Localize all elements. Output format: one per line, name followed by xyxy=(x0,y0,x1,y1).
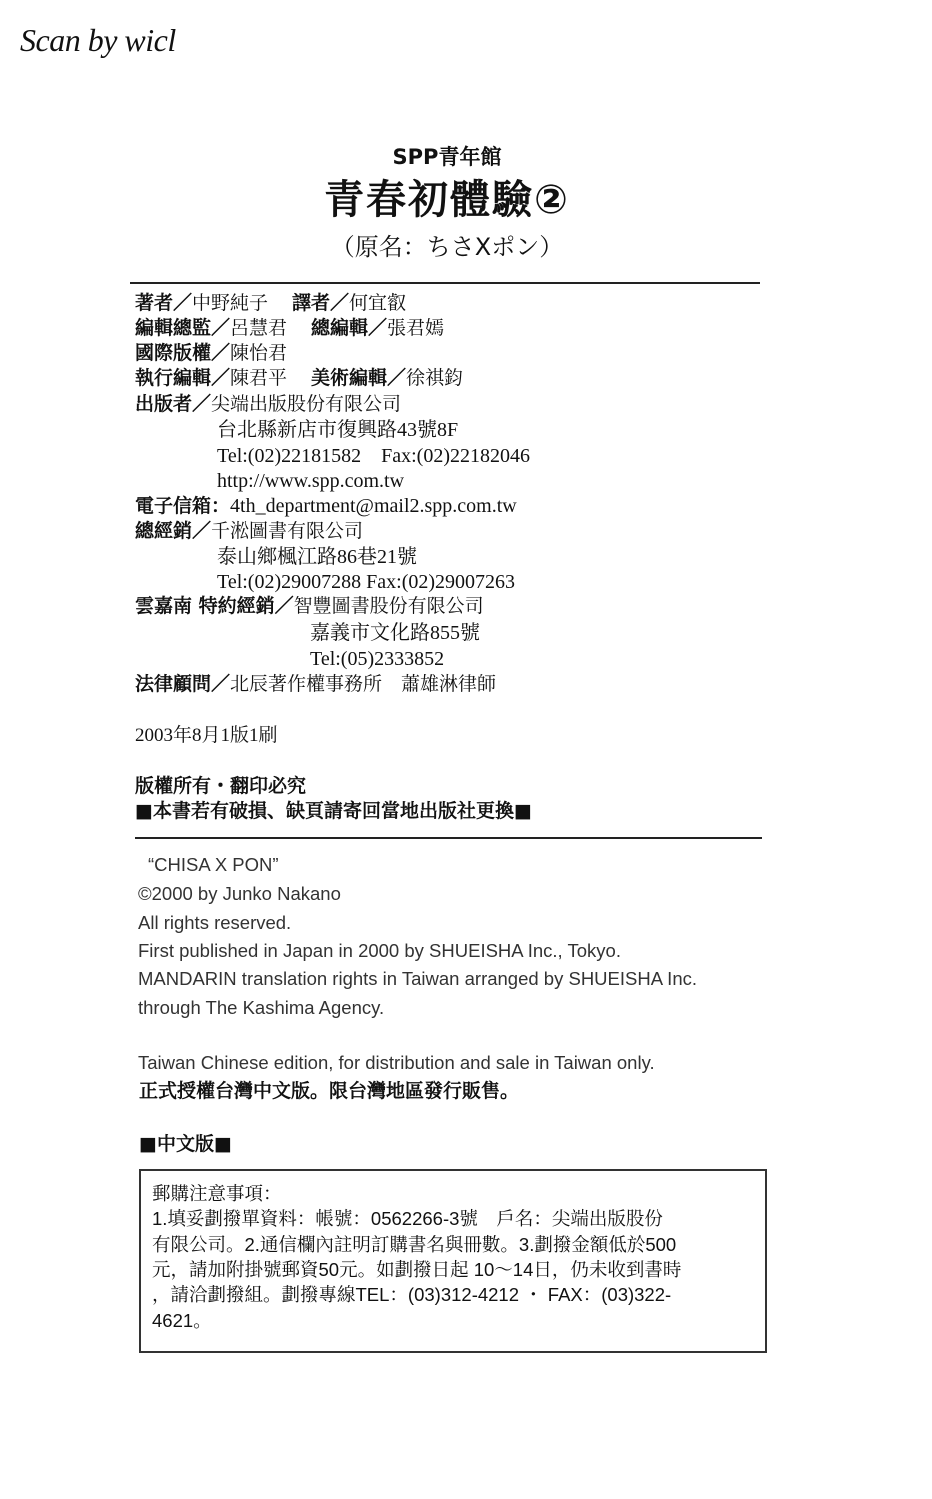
english-line: MANDARIN translation rights in Taiwan arranged by SHUEISHA Inc. xyxy=(138,968,698,989)
label: 總經銷／ xyxy=(135,520,212,542)
mail-order-heading: 郵購注意事項： xyxy=(152,1183,282,1204)
series-name: SPP青年館 xyxy=(392,145,502,169)
label: 出版者／ xyxy=(135,393,212,415)
credit-author-line xyxy=(135,294,406,313)
edition-date: 2003年8月1版1刷 xyxy=(135,725,278,746)
label: 執行編輯／ xyxy=(135,367,231,389)
credit-rights-line xyxy=(135,344,287,363)
english-line: First published in Japan in 2000 by SHUEISHA Inc., Tokyo. xyxy=(138,940,621,961)
scanner-signature: Scan by wicl xyxy=(20,22,176,58)
value: 張君嫣 xyxy=(387,317,445,339)
label: 譯者／ xyxy=(292,292,350,314)
original-title: （原名：ちさXポン） xyxy=(330,233,564,261)
mail-order-line: 元，請加附掛號郵資50元。如劃撥日起 10～14日，仍未收到書時 xyxy=(152,1259,682,1280)
value: 北辰著作權事務所 蕭雄淋律師 xyxy=(230,673,497,695)
value: 千淞圖書有限公司 xyxy=(211,520,364,542)
credit-exec-line xyxy=(135,369,463,388)
publisher-phone: Tel:(02)22181582 Fax:(02)22182046 xyxy=(217,445,531,467)
english-line: ©2000 by Junko Nakano xyxy=(138,883,341,904)
value: 徐祺鈞 xyxy=(406,367,464,389)
value: 智豐圖書股份有限公司 xyxy=(293,595,484,617)
distributor-address: 泰山鄉楓江路86巷21號 xyxy=(217,546,417,568)
credit-legal-line xyxy=(135,675,496,694)
divider xyxy=(135,837,762,839)
value: 呂慧君 xyxy=(230,317,288,339)
publisher-address: 台北縣新店市復興路43號8F xyxy=(217,419,459,441)
label: 編輯總監／ xyxy=(135,317,231,339)
edition-mark: ■中文版■ xyxy=(139,1133,232,1155)
copyright-notice: 版權所有・翻印必究 xyxy=(135,775,307,797)
credit-special-line xyxy=(135,597,484,616)
label: 法律顧問／ xyxy=(135,673,231,695)
mail-order-line: 1.填妥劃撥單資料：帳號：0562266-3號 戶名：尖端出版股份 xyxy=(152,1208,663,1229)
special-address: 嘉義市文化路855號 xyxy=(310,622,480,644)
book-title: 青春初體驗② xyxy=(324,177,570,223)
value: 陳君平 xyxy=(230,367,288,389)
english-line: “CHISA X PON” xyxy=(148,854,279,875)
label: 電子信箱： xyxy=(135,495,231,517)
label: 著者／ xyxy=(135,292,193,314)
special-phone: Tel:(05)2333852 xyxy=(310,648,445,670)
label: 總編輯／ xyxy=(311,317,388,339)
mail-order-line: 4621。 xyxy=(152,1310,212,1331)
value: 何宜叡 xyxy=(349,292,407,314)
english-line: All rights reserved. xyxy=(138,912,292,933)
label: 美術編輯／ xyxy=(311,367,407,389)
label: 雲嘉南 特約經銷／ xyxy=(135,595,294,617)
value: 4th_department@mail2.spp.com.tw xyxy=(230,495,517,517)
label: 國際版權／ xyxy=(135,342,231,364)
credit-distributor-line xyxy=(135,522,363,541)
mail-order-line: 有限公司。2.通信欄內註明訂購書名與冊數。3.劃撥金額低於500 xyxy=(152,1234,677,1255)
mail-order-line: ，請洽劃撥組。劃撥專線TEL：(03)312-4212 ・ FAX：(03)322- xyxy=(152,1284,672,1305)
publisher-url: http://www.spp.com.tw xyxy=(217,470,405,492)
value: 中野純子 xyxy=(192,292,269,314)
credit-editor-line xyxy=(135,319,444,338)
divider xyxy=(130,282,760,284)
credit-publisher-line xyxy=(135,395,401,414)
distribution-notice: Taiwan Chinese edition, for distribution and sale in Taiwan only. xyxy=(138,1052,655,1073)
distributor-phone: Tel:(02)29007288 Fax:(02)29007263 xyxy=(217,571,516,593)
english-line: through The Kashima Agency. xyxy=(138,997,385,1018)
authorized-notice: 正式授權台灣中文版。限台灣地區發行販售。 xyxy=(139,1080,520,1102)
credit-email-line xyxy=(135,496,517,516)
value: 尖端出版股份有限公司 xyxy=(211,393,402,415)
replacement-notice: ■本書若有破損、缺頁請寄回當地出版社更換■ xyxy=(135,800,532,822)
value: 陳怡君 xyxy=(230,342,288,364)
